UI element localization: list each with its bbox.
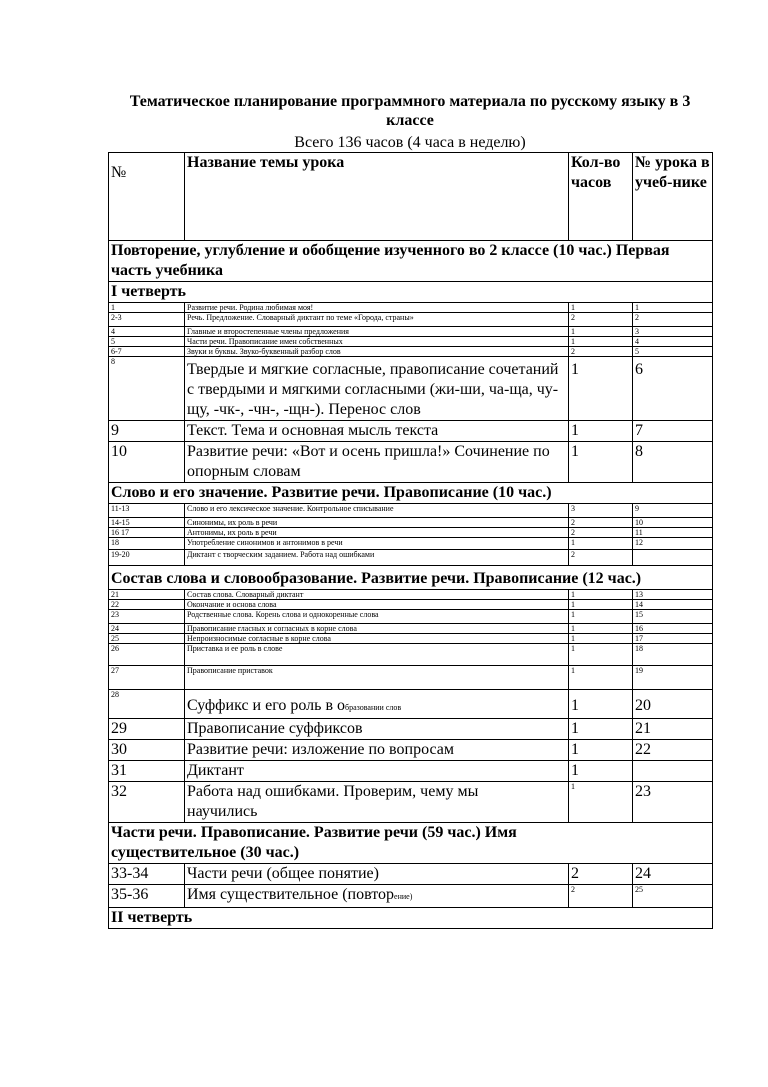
cell-hours: 2 xyxy=(569,347,633,357)
cell-hours: 1 xyxy=(569,644,633,666)
cell-topic: Имя существительное (повтор xyxy=(187,886,395,903)
cell-hours: 1 xyxy=(569,303,633,313)
cell-lesson: 2 xyxy=(633,313,713,327)
cell-num: 8 xyxy=(109,357,185,421)
section-row xyxy=(109,566,713,590)
cell-num: 9 xyxy=(109,421,185,442)
table-row xyxy=(109,518,713,528)
cell-num: 31 xyxy=(109,761,185,782)
cell-hours: 1 xyxy=(569,610,633,624)
cell-topic: Диктант xyxy=(185,761,569,782)
cell-topic-small: бразовании слов xyxy=(345,703,402,712)
table-row xyxy=(109,719,713,740)
cell-num: 21 xyxy=(109,590,185,600)
cell-hours: 1 xyxy=(569,337,633,347)
cell-hours: 2 xyxy=(569,528,633,538)
cell-hours: 1 xyxy=(569,624,633,634)
section-title: Части речи. Правописание. Развитие речи (59 час.) Имя существительное (30 час.) xyxy=(109,823,713,864)
table-row xyxy=(109,504,713,518)
cell-hours: 2 xyxy=(569,518,633,528)
document-title: Тематическое планирование программного материала по русскому языку в 3 классе xyxy=(129,93,691,129)
cell-num: 6-7 xyxy=(109,347,185,357)
cell-num: 4 xyxy=(109,327,185,337)
cell-hours: 1 xyxy=(569,719,633,740)
cell-num: 5 xyxy=(109,337,185,347)
table-row xyxy=(109,313,713,327)
cell-hours: 1 xyxy=(569,634,633,644)
cell-lesson: 14 xyxy=(633,600,713,610)
cell-hours: 1 xyxy=(569,666,633,690)
table-row xyxy=(109,550,713,566)
cell-hours: 3 xyxy=(569,504,633,518)
cell-topic: Развитие речи: изложение по вопросам xyxy=(185,740,569,761)
cell-lesson: 6 xyxy=(633,357,713,421)
cell-hours: 1 xyxy=(569,600,633,610)
cell-num: 27 xyxy=(109,666,185,690)
cell-hours: 1 xyxy=(569,740,633,761)
table-row xyxy=(109,690,713,719)
cell-topic: Части речи. Правописание имен собственных xyxy=(185,337,569,347)
cell-lesson: 1 xyxy=(633,303,713,313)
cell-num: 29 xyxy=(109,719,185,740)
cell-num: 2-3 xyxy=(109,313,185,327)
cell-lesson: 16 xyxy=(633,624,713,634)
section-title: Слово и его значение. Развитие речи. Правописание (10 час.) xyxy=(109,483,713,504)
cell-hours: 2 xyxy=(569,864,633,885)
cell-lesson xyxy=(633,761,713,782)
cell-lesson: 10 xyxy=(633,518,713,528)
cell-num: 26 xyxy=(109,644,185,666)
table-row xyxy=(109,644,713,666)
cell-topic: Антонимы, их роль в речи xyxy=(185,528,569,538)
section-title: Состав слова и словообразование. Развитие речи. Правописание (12 час.) xyxy=(109,566,713,590)
cell-hours: 1 xyxy=(569,327,633,337)
table-row xyxy=(109,666,713,690)
quarter-title: II четверть xyxy=(109,908,713,929)
cell-num: 19-20 xyxy=(109,550,185,566)
table-row xyxy=(109,782,713,823)
table-row xyxy=(109,347,713,357)
cell-topic: Приставка и ее роль в слове xyxy=(185,644,569,666)
quarter-row xyxy=(109,908,713,929)
cell-num: 1 xyxy=(109,303,185,313)
lesson-plan-table xyxy=(108,152,713,929)
table-row xyxy=(109,327,713,337)
cell-lesson: 12 xyxy=(633,538,713,550)
section-row xyxy=(109,483,713,504)
quarter-title: I четверть xyxy=(109,282,713,303)
cell-lesson: 4 xyxy=(633,337,713,347)
cell-lesson: 23 xyxy=(633,782,713,823)
cell-topic: Речь. Предложение. Словарный диктант по теме «Города, страны» xyxy=(185,313,569,327)
table-row xyxy=(109,538,713,550)
cell-topic: Текст. Тема и основная мысль текста xyxy=(185,421,569,442)
table-row xyxy=(109,337,713,347)
cell-lesson: 15 xyxy=(633,610,713,624)
cell-num: 24 xyxy=(109,624,185,634)
col-num-header: № xyxy=(109,153,185,241)
cell-hours: 2 xyxy=(569,313,633,327)
table-header-row xyxy=(109,153,713,241)
cell-lesson: 9 xyxy=(633,504,713,518)
cell-hours: 1 xyxy=(569,690,633,719)
cell-num: 33-34 xyxy=(109,864,185,885)
cell-lesson: 20 xyxy=(633,690,713,719)
table-row xyxy=(109,590,713,600)
section-row xyxy=(109,241,713,282)
cell-num: 18 xyxy=(109,538,185,550)
cell-lesson: 17 xyxy=(633,634,713,644)
cell-hours: 2 xyxy=(569,885,633,908)
table-row xyxy=(109,600,713,610)
cell-topic: Главные и второстепенные члены предложения xyxy=(185,327,569,337)
cell-num: 23 xyxy=(109,610,185,624)
table-row xyxy=(109,610,713,624)
cell-lesson: 19 xyxy=(633,666,713,690)
cell-lesson: 24 xyxy=(633,864,713,885)
cell-hours: 1 xyxy=(569,590,633,600)
cell-num: 30 xyxy=(109,740,185,761)
cell-num: 16 17 xyxy=(109,528,185,538)
document-subtitle: Всего 136 часов (4 часа в неделю) xyxy=(294,134,526,151)
cell-topic: Слово и его лексическое значение. Контрольное списывание xyxy=(185,504,569,518)
cell-topic: Правописание суффиксов xyxy=(185,719,569,740)
cell-topic-small: ение) xyxy=(394,892,413,901)
cell-lesson: 13 xyxy=(633,590,713,600)
table-row xyxy=(109,864,713,885)
cell-lesson: 22 xyxy=(633,740,713,761)
cell-topic: Развитие речи. Родина любимая моя! xyxy=(185,303,569,313)
table-row xyxy=(109,442,713,483)
cell-hours: 1 xyxy=(569,761,633,782)
cell-topic: Непроизносимые согласные в корне слова xyxy=(185,634,569,644)
cell-num: 25 xyxy=(109,634,185,644)
cell-topic: Употребление синонимов и антонимов в речи xyxy=(185,538,569,550)
cell-num: 11-13 xyxy=(109,504,185,518)
cell-topic: Синонимы, их роль в речи xyxy=(185,518,569,528)
cell-topic: Звуки и буквы. Звуко-буквенный разбор слов xyxy=(185,347,569,357)
cell-hours: 1 xyxy=(569,442,633,483)
table-row xyxy=(109,885,713,908)
cell-lesson: 25 xyxy=(633,885,713,908)
cell-lesson: 5 xyxy=(633,347,713,357)
cell-lesson: 8 xyxy=(633,442,713,483)
col-hours-header: Кол-во часов xyxy=(569,153,633,241)
cell-lesson: 21 xyxy=(633,719,713,740)
cell-hours: 1 xyxy=(569,538,633,550)
table-row xyxy=(109,357,713,421)
cell-topic: Родственные слова. Корень слова и однокоренные слова xyxy=(185,610,569,624)
cell-num: 14-15 xyxy=(109,518,185,528)
table-row xyxy=(109,740,713,761)
cell-topic: Окончание и основа слова xyxy=(185,600,569,610)
cell-topic: Состав слова. Словарный диктант xyxy=(185,590,569,600)
cell-topic: Правописание приставок xyxy=(185,666,569,690)
cell-hours: 1 xyxy=(569,421,633,442)
table-row xyxy=(109,624,713,634)
cell-lesson: 3 xyxy=(633,327,713,337)
section-title: Повторение, углубление и обобщение изученного во 2 классе (10 час.) Первая часть учебника xyxy=(109,241,713,282)
cell-hours: 1 xyxy=(569,782,633,823)
cell-num: 22 xyxy=(109,600,185,610)
cell-topic: Части речи (общее понятие) xyxy=(185,864,569,885)
cell-lesson: 11 xyxy=(633,528,713,538)
cell-topic: Твердые и мягкие согласные, правописание сочетаний с твердыми и мягкими согласными (жи-ши, ча-ща, чу-щу, -чк-, -чн-, -щн-). Перенос слов xyxy=(185,357,569,421)
cell-lesson: 18 xyxy=(633,644,713,666)
cell-topic: Развитие речи: «Вот и осень пришла!» Сочинение по опорным словам xyxy=(185,442,569,483)
section-row xyxy=(109,823,713,864)
quarter-row xyxy=(109,282,713,303)
cell-num: 32 xyxy=(109,782,185,823)
cell-num: 35-36 xyxy=(109,885,185,908)
cell-topic: Суффикс и его роль в о xyxy=(187,697,346,714)
table-row xyxy=(109,761,713,782)
cell-topic: Диктант с творческим заданием. Работа над ошибками xyxy=(185,550,569,566)
table-row xyxy=(109,634,713,644)
cell-lesson: 7 xyxy=(633,421,713,442)
cell-hours: 2 xyxy=(569,550,633,566)
table-row xyxy=(109,528,713,538)
cell-topic: Правописание гласных и согласных в корне слова xyxy=(185,624,569,634)
col-lesson-header: № урока в учеб-нике xyxy=(633,153,713,241)
col-topic-header: Название темы урока xyxy=(185,153,569,241)
cell-num: 28 xyxy=(109,690,185,719)
cell-hours: 1 xyxy=(569,357,633,421)
cell-topic: Работа над ошибками. Проверим, чему мы научились xyxy=(185,782,569,823)
cell-num: 10 xyxy=(109,442,185,483)
cell-lesson xyxy=(633,550,713,566)
table-row xyxy=(109,421,713,442)
table-row xyxy=(109,303,713,313)
